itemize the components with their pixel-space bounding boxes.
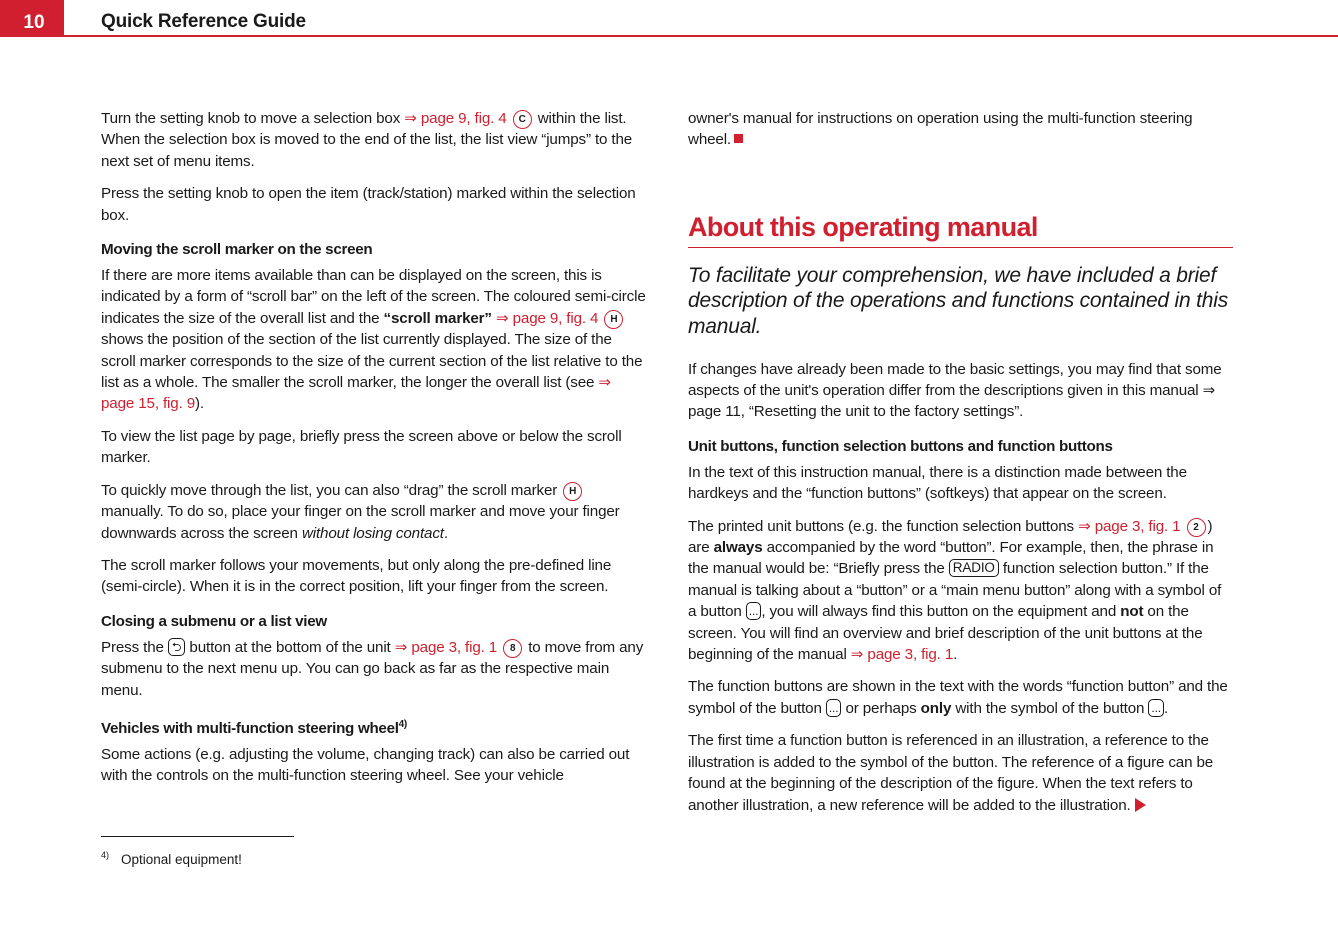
continue-arrow-icon	[1135, 798, 1146, 812]
end-of-section-icon	[734, 134, 743, 143]
back-button-icon: ⮌	[168, 638, 185, 656]
paragraph-page-by-page: To view the list page by page, briefly press the screen above or below the scroll marker.	[101, 427, 622, 467]
header-title: Quick Reference Guide	[101, 11, 306, 32]
text: , you will always find this button on the equipment and	[761, 603, 1121, 621]
text: on the screen. You will find an overview and brief description of the unit buttons at the beginning of the manual	[688, 603, 1203, 664]
page-header	[0, 0, 1338, 38]
paragraph-back-button	[101, 637, 646, 701]
text: function selection button.” If the manual is talking about a “button” or a “main menu button” along with a symbol of a button	[688, 560, 1222, 621]
arrow-icon: ⇒	[404, 110, 417, 127]
text: Vehicles with multi-function steering wheel	[101, 720, 399, 737]
paragraph-selection-box	[101, 108, 646, 172]
page-ref-link[interactable]: page 9, fig. 4	[508, 309, 599, 327]
arrow-icon: ⇒	[495, 309, 509, 327]
page-ref-link[interactable]: page 9, fig. 4	[416, 110, 507, 127]
text: Turn the setting knob to move a selection box	[101, 110, 405, 127]
text: page 11, “Resetting the unit to the factory settings”.	[688, 403, 1024, 421]
paragraph-owners-manual	[688, 108, 1233, 151]
page-number: 10	[0, 0, 64, 37]
marker-h-icon: H	[563, 482, 582, 501]
text: or perhaps	[841, 699, 921, 717]
text: to move from any submenu to the next menu up. You can go back as far as the respective main menu.	[101, 638, 644, 699]
page-ref-link[interactable]: page 3, fig. 1	[863, 646, 954, 664]
text: button at the bottom of the unit	[185, 638, 395, 656]
text: within the list. When the selection box is moved to the end of the list, the list view “jumps” to the next set of menu items.	[101, 110, 633, 170]
arrow-icon: ⇒	[1078, 517, 1091, 535]
text: owner's manual for instructions on operation using the multi-function steering wheel.	[688, 110, 1193, 149]
paragraph-press-knob: Press the setting knob to open the item (track/station) marked within the selection box.	[101, 185, 636, 224]
button-symbol: ...	[1148, 699, 1164, 717]
bold-text: always	[713, 539, 763, 557]
marker-8-icon: 8	[503, 639, 522, 658]
text: .	[443, 524, 448, 542]
arrow-icon: ⇒	[1202, 382, 1216, 399]
text: manually. To do so, place your finger on the scroll marker and move your finger downwards across the screen	[101, 503, 620, 542]
arrow-icon: ⇒	[394, 638, 408, 656]
text: ) are	[688, 517, 1213, 557]
section-title: About this operating manual	[688, 210, 1233, 248]
heading-scroll-marker: Moving the scroll marker on the screen	[101, 241, 373, 259]
button-symbol: ...	[826, 699, 842, 717]
arrow-icon: ⇒	[850, 646, 864, 664]
paragraph-basic-settings	[688, 359, 1233, 423]
text: ).	[195, 395, 204, 413]
bold-text: not	[1120, 603, 1144, 621]
right-column	[688, 108, 1233, 827]
paragraph-printed-buttons	[688, 516, 1233, 666]
page-ref-link[interactable]: page 3, fig. 1	[407, 638, 498, 656]
bold-text: “scroll marker”	[383, 309, 492, 327]
paragraph-follows: The scroll marker follows your movements, but only along the pre-defined line (semi-circle). When it is in the correct position, lift your finger from the screen.	[101, 556, 612, 596]
page-ref-link[interactable]: page 15, fig. 9	[101, 395, 196, 413]
paragraph-scroll-bar	[101, 265, 646, 415]
paragraph-first-time	[688, 730, 1233, 816]
section-intro: To facilitate your comprehension, we have included a brief description of the operations and functions contained in this manual.	[688, 263, 1228, 338]
heading-steering-wheel	[101, 715, 646, 739]
text: The printed unit buttons (e.g. the function selection buttons	[688, 517, 1079, 535]
text: with the symbol of the button	[951, 699, 1149, 717]
text: accompanied by the word “button”. For example, then, the phrase in the manual would be: “Briefly press the	[688, 539, 1214, 578]
text: To quickly move through the list, you can also “drag” the scroll marker	[101, 481, 562, 499]
footnote-divider	[101, 836, 294, 837]
text: .	[1163, 699, 1169, 717]
left-column	[101, 108, 646, 798]
heading-closing-submenu: Closing a submenu or a list view	[101, 612, 327, 630]
radio-button-symbol: RADIO	[949, 559, 999, 577]
text: If there are more items available than can be displayed on the screen, this is indicated by a form of “scroll bar” on the left of the screen. The coloured semi-circle indicates the size of the overall list and the	[101, 267, 646, 327]
marker-c-icon: C	[513, 110, 532, 129]
marker-2-icon: 2	[1187, 518, 1206, 537]
footnote-ref: 4)	[398, 718, 407, 730]
paragraph-function-buttons	[688, 676, 1233, 719]
italic-text: without losing contact	[301, 524, 444, 542]
paragraph-steering-wheel: Some actions (e.g. adjusting the volume, changing track) can also be carried out with the controls on the multi-function steering wheel. See your vehicle	[101, 746, 630, 785]
button-symbol: ...	[746, 602, 762, 620]
footnote-text: Optional equipment!	[121, 852, 242, 867]
text: .	[953, 646, 958, 664]
header-rule	[64, 35, 1338, 37]
text: shows the position of the section of the list currently displayed. The size of the scroll marker corresponds to the size of the current section of the list relative to the list as a whole. The smaller the scroll marker, the longer the overall list (see	[101, 331, 643, 392]
text: Press the	[101, 638, 168, 656]
footnote	[101, 850, 242, 867]
bold-text: only	[920, 699, 952, 717]
text: The first time a function button is referenced in an illustration, a reference to the illustration is added to the symbol of the button. The reference of a figure can be found at the beginning of the description of the figure. When the text refers to another illustration, a new reference will be added to the illustration.	[688, 732, 1214, 814]
heading-unit-buttons: Unit buttons, function selection buttons and function buttons	[688, 437, 1113, 455]
footnote-mark: 4)	[101, 850, 110, 860]
arrow-icon: ⇒	[598, 374, 611, 392]
text: The function buttons are shown in the text with the words “function button” and the symbol of the button	[688, 678, 1228, 717]
marker-h-icon: H	[604, 310, 623, 329]
text: If changes have already been made to the basic settings, you may find that some aspects of the unit's operation differ from the descriptions given in this manual	[688, 360, 1222, 399]
paragraph-distinction: In the text of this instruction manual, there is a distinction made between the hardkeys and the “function buttons” (softkeys) that appear on the screen.	[688, 463, 1187, 503]
page-ref-link[interactable]: page 3, fig. 1	[1090, 517, 1181, 535]
paragraph-drag	[101, 480, 646, 544]
